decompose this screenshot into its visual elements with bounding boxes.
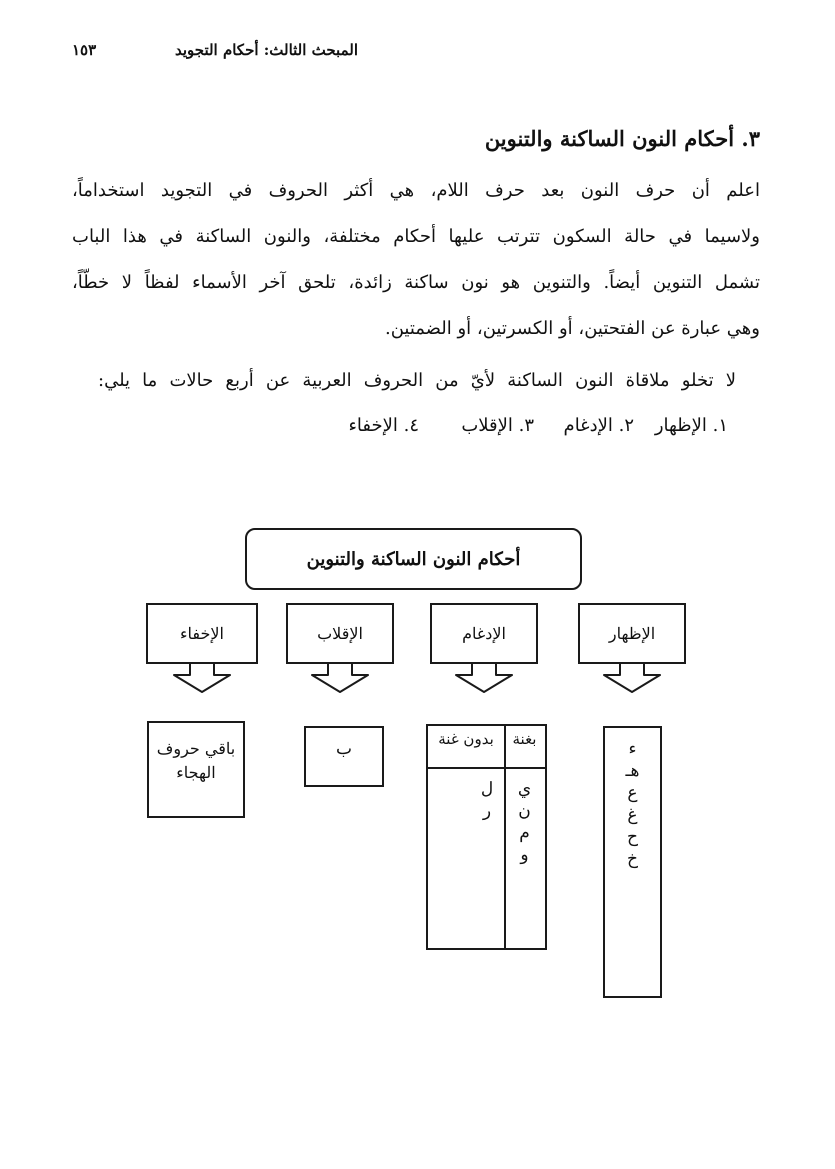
iqlab-letter-box xyxy=(304,726,384,787)
ikhfa-text xyxy=(149,737,243,785)
paragraph-line: تشمل التنوين أيضاً. والتنوين هو نون ساكنة زائدة، تلحق آخر الأسماء لفظاً لا خطّاً، xyxy=(72,272,760,293)
state-item: ٣. الإقلاب xyxy=(461,415,534,436)
header-divider xyxy=(428,767,545,769)
iqlab-letters xyxy=(306,738,382,760)
letter: ر xyxy=(482,801,492,821)
without-ghunna-heading: بدون غنة xyxy=(438,730,494,748)
paragraph-line: ولاسيما في حالة السكون تترتب عليها أحكام مختلفة، والنون الساكنة في هذا الباب xyxy=(72,226,760,247)
izhar-letters-box xyxy=(603,726,662,998)
letter: ي xyxy=(517,779,532,799)
state-item: ٤. الإخفاء xyxy=(348,415,419,436)
diagram-root-box: أحكام النون الساكنة والتنوين xyxy=(245,528,582,590)
paragraph-line: وهي عبارة عن الفتحتين، أو الكسرتين، أو الضمتين. xyxy=(384,318,760,339)
letter: ل xyxy=(480,779,494,799)
with-ghunna-letters xyxy=(504,778,545,866)
branch-izhar: الإظهار xyxy=(578,603,686,664)
branch-ikhfa: الإخفاء xyxy=(146,603,258,664)
idgham-table xyxy=(426,724,547,950)
state-item: ١. الإظهار xyxy=(654,415,728,436)
section-title: ٣. أحكام النون الساكنة والتنوين xyxy=(484,126,760,151)
page-number: ١٥٣ xyxy=(72,41,97,59)
letter: م xyxy=(519,823,530,843)
letter: و xyxy=(520,845,529,865)
with-ghunna-heading: بغنة xyxy=(512,730,537,748)
letter: ن xyxy=(518,801,531,821)
ikhfa-text-line: الهجاء xyxy=(176,763,216,782)
letter: خ xyxy=(627,849,638,869)
down-arrow-icon xyxy=(455,664,513,694)
down-arrow-icon xyxy=(311,664,369,694)
without-ghunna-letters xyxy=(472,778,502,822)
ikhfa-box xyxy=(147,721,245,818)
down-arrow-icon xyxy=(173,664,231,694)
paragraph-line: اعلم أن حرف النون بعد حرف اللام، هي أكثر الحروف في التجويد استخداماً، xyxy=(72,180,760,201)
letter: غ xyxy=(627,805,638,825)
state-item: ٢. الإدغام xyxy=(563,415,634,436)
letter: هـ xyxy=(625,761,640,781)
states-intro: لا تخلو ملاقاة النون الساكنة لأيّ من الحروف العربية عن أربع حالات ما يلي: xyxy=(98,370,736,391)
letter: ع xyxy=(627,783,638,803)
branch-idgham: الإدغام xyxy=(430,603,538,664)
down-arrow-icon xyxy=(603,664,661,694)
izhar-letters xyxy=(605,738,660,870)
ikhfa-text-line: باقي حروف xyxy=(156,739,236,758)
branch-iqlab: الإقلاب xyxy=(286,603,394,664)
letter: ح xyxy=(627,827,638,847)
letter: ب xyxy=(335,739,352,759)
running-title: المبحث الثالث: أحكام التجويد xyxy=(174,41,358,59)
letter: ء xyxy=(628,739,637,759)
